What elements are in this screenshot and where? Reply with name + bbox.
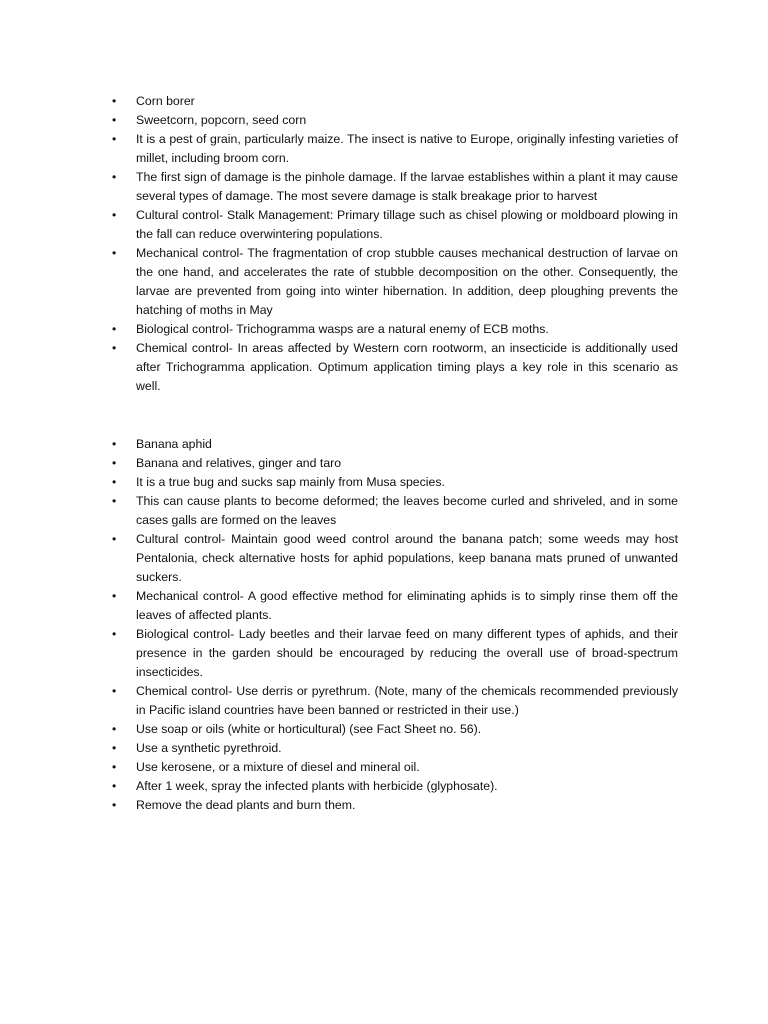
list-item bbox=[108, 720, 678, 739]
list-item bbox=[108, 168, 678, 206]
bullet-icon: • bbox=[112, 798, 117, 812]
list-item-text: Use kerosene, or a mixture of diesel and mineral oil. bbox=[136, 760, 420, 774]
bullet-icon: • bbox=[112, 246, 117, 260]
list-item-text: Sweetcorn, popcorn, seed corn bbox=[136, 113, 307, 127]
list-item bbox=[108, 435, 678, 454]
list-item bbox=[108, 130, 678, 168]
bullet-icon: • bbox=[112, 494, 117, 508]
bullet-icon: • bbox=[112, 627, 117, 641]
list-item bbox=[108, 244, 678, 320]
bullet-icon: • bbox=[112, 722, 117, 736]
list-item bbox=[108, 454, 678, 473]
list-item-text: Biological control- Trichogramma wasps are a natural enemy of ECB moths. bbox=[136, 322, 549, 336]
list-item-text: Mechanical control- The fragmentation of crop stubble causes mechanical destruction of larvae on the one hand, and accelerates the rate of stubble decomposition on the other. Consequently, the larvae are prevented from going into winter hibernation. In addition, deep ploughing prevents the hatching of moths in May bbox=[136, 246, 678, 317]
bullet-icon: • bbox=[112, 741, 117, 755]
list-item-text: This can cause plants to become deformed; the leaves become curled and shriveled, and in some cases galls are formed on the leaves bbox=[136, 494, 678, 527]
list-item bbox=[108, 587, 678, 625]
banana-aphid-list bbox=[108, 435, 678, 815]
list-item-text: Use a synthetic pyrethroid. bbox=[136, 741, 282, 755]
bullet-icon: • bbox=[112, 341, 117, 355]
list-item-text: After 1 week, spray the infected plants with herbicide (glyphosate). bbox=[136, 779, 498, 793]
list-item bbox=[108, 796, 678, 815]
bullet-icon: • bbox=[112, 437, 117, 451]
bullet-icon: • bbox=[112, 684, 117, 698]
list-item-text: The first sign of damage is the pinhole damage. If the larvae establishes within a plant it may cause several types of damage. The most severe damage is stalk breakage prior to harvest bbox=[136, 170, 678, 203]
list-item-text: It is a true bug and sucks sap mainly from Musa species. bbox=[136, 475, 445, 489]
list-item bbox=[108, 682, 678, 720]
list-item bbox=[108, 339, 678, 396]
bullet-icon: • bbox=[112, 779, 117, 793]
list-item-text: Biological control- Lady beetles and their larvae feed on many different types of aphids, and their presence in the garden should be encouraged by reducing the overall use of broad-spectrum insecticides. bbox=[136, 627, 678, 679]
list-item bbox=[108, 492, 678, 530]
list-item bbox=[108, 473, 678, 492]
bullet-icon: • bbox=[112, 532, 117, 546]
list-item bbox=[108, 777, 678, 796]
bullet-icon: • bbox=[112, 456, 117, 470]
bullet-icon: • bbox=[112, 208, 117, 222]
list-item-text: Mechanical control- A good effective method for eliminating aphids is to simply rinse them off the leaves of affected plants. bbox=[136, 589, 678, 622]
list-item-text: Remove the dead plants and burn them. bbox=[136, 798, 356, 812]
list-item bbox=[108, 320, 678, 339]
list-item-text: Chemical control- Use derris or pyrethrum. (Note, many of the chemicals recommended previously in Pacific island countries have been banned or restricted in their use.) bbox=[136, 684, 678, 717]
corn-borer-list bbox=[108, 92, 678, 396]
bullet-icon: • bbox=[112, 589, 117, 603]
bullet-icon: • bbox=[112, 322, 117, 336]
bullet-icon: • bbox=[112, 170, 117, 184]
list-item bbox=[108, 739, 678, 758]
list-item bbox=[108, 92, 678, 111]
list-item bbox=[108, 111, 678, 130]
list-item-text: Banana and relatives, ginger and taro bbox=[136, 456, 342, 470]
bullet-icon: • bbox=[112, 132, 117, 146]
list-item bbox=[108, 758, 678, 777]
list-item-text: Corn borer bbox=[136, 94, 195, 108]
list-item-text: Banana aphid bbox=[136, 437, 212, 451]
list-item bbox=[108, 530, 678, 587]
list-item-text: Cultural control- Maintain good weed control around the banana patch; some weeds may host Pentalonia, check alternative hosts for aphid populations, keep banana mats pruned of unwanted suckers. bbox=[136, 532, 678, 584]
bullet-icon: • bbox=[112, 475, 117, 489]
bullet-icon: • bbox=[112, 760, 117, 774]
list-item bbox=[108, 625, 678, 682]
list-item-text: It is a pest of grain, particularly maize. The insect is native to Europe, originally infesting varieties of millet, including broom corn. bbox=[136, 132, 678, 165]
list-item bbox=[108, 206, 678, 244]
bullet-icon: • bbox=[112, 113, 117, 127]
list-item-text: Use soap or oils (white or horticultural) (see Fact Sheet no. 56). bbox=[136, 722, 482, 736]
list-item-text: Chemical control- In areas affected by Western corn rootworm, an insecticide is additionally used after Trichogramma application. Optimum application timing plays a key role in this scenario as well. bbox=[136, 341, 678, 393]
list-item-text: Cultural control- Stalk Management: Primary tillage such as chisel plowing or moldboard plowing in the fall can reduce overwintering populations. bbox=[136, 208, 678, 241]
bullet-icon: • bbox=[112, 94, 117, 108]
